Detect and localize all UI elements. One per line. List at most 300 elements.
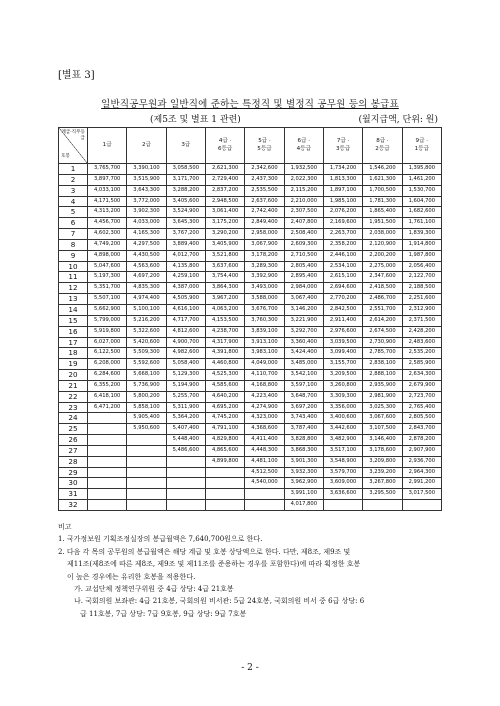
- step-number-cell: 20: [59, 370, 88, 381]
- salary-cell: 3,171,700: [166, 174, 205, 185]
- salary-cell: [88, 445, 127, 456]
- salary-cell: 2,621,300: [205, 164, 244, 175]
- salary-cell: 3,260,800: [323, 380, 362, 391]
- salary-cell: 3,025,300: [363, 402, 402, 413]
- salary-cell: 4,456,700: [88, 218, 127, 229]
- salary-cell: 1,461,200: [402, 174, 441, 185]
- salary-cell: 4,387,000: [166, 283, 205, 294]
- salary-cell: 2,609,300: [284, 239, 323, 250]
- salary-cell: 3,424,400: [284, 348, 323, 359]
- salary-cell: 4,223,400: [245, 391, 284, 402]
- salary-cell: 6,208,000: [88, 359, 127, 370]
- salary-cell: 3,482,900: [323, 435, 362, 446]
- salary-cell: 2,958,000: [245, 229, 284, 240]
- note-2-item-na-line-1: 나. 국회의원 보좌관: 4급 21호봉, 국회의원 비서관: 5급 24호봉, 국회의원 비서 중 6급 상당: 6: [74, 597, 365, 606]
- salary-cell: 3,289,300: [245, 261, 284, 272]
- salary-cell: [88, 500, 127, 511]
- salary-cell: [166, 456, 205, 467]
- salary-cell: 4,171,500: [88, 196, 127, 207]
- grade-header-cell: 2급: [127, 128, 166, 164]
- corner-step-label: 호봉: [61, 153, 70, 159]
- salary-cell: [127, 489, 166, 500]
- salary-cell: 3,405,900: [205, 239, 244, 250]
- salary-cell: 2,935,900: [363, 380, 402, 391]
- salary-cell: 4,525,300: [205, 370, 244, 381]
- salary-cell: 4,974,400: [127, 294, 166, 305]
- salary-cell: 3,648,700: [284, 391, 323, 402]
- salary-cell: 2,200,200: [363, 250, 402, 261]
- salary-cell: 1,604,700: [402, 196, 441, 207]
- salary-cell: 2,312,900: [402, 304, 441, 315]
- salary-cell: 1,621,300: [363, 174, 402, 185]
- salary-cell: 5,448,400: [166, 435, 205, 446]
- salary-cell: 4,812,600: [166, 326, 205, 337]
- salary-cell: 3,772,000: [127, 196, 166, 207]
- table-row: [59, 218, 442, 229]
- salary-cell: 2,371,500: [402, 315, 441, 326]
- salary-cell: 4,898,000: [88, 250, 127, 261]
- salary-cell: [88, 413, 127, 424]
- salary-cell: 2,785,700: [363, 348, 402, 359]
- salary-cell: [245, 489, 284, 500]
- step-number-cell: 23: [59, 402, 88, 413]
- salary-cell: 2,674,500: [363, 326, 402, 337]
- salary-cell: 3,017,500: [402, 489, 441, 500]
- salary-cell: 3,524,900: [166, 207, 205, 218]
- salary-cell: 5,662,900: [88, 304, 127, 315]
- table-row: [59, 315, 442, 326]
- step-number-cell: 31: [59, 489, 88, 500]
- salary-cell: 3,405,600: [166, 196, 205, 207]
- salary-cell: 2,634,300: [402, 370, 441, 381]
- salary-cell: 1,546,200: [363, 164, 402, 175]
- salary-cell: 3,636,600: [323, 489, 362, 500]
- step-number-cell: 11: [59, 272, 88, 283]
- salary-cell: 3,521,800: [205, 250, 244, 261]
- salary-cell: 3,493,000: [245, 283, 284, 294]
- salary-cell: 3,991,100: [284, 489, 323, 500]
- salary-cell: 5,058,400: [166, 359, 205, 370]
- salary-cell: 3,067,900: [245, 239, 284, 250]
- grade-header-cell: 9급 · 1등급: [402, 128, 441, 164]
- salary-cell: 4,017,800: [284, 500, 323, 511]
- salary-cell: 5,351,700: [88, 283, 127, 294]
- salary-cell: 4,317,900: [205, 337, 244, 348]
- salary-cell: 3,932,300: [284, 467, 323, 478]
- salary-cell: 2,076,200: [323, 207, 362, 218]
- salary-cell: 2,710,500: [284, 250, 323, 261]
- salary-cell: 3,239,200: [363, 467, 402, 478]
- salary-cell: 4,899,800: [205, 456, 244, 467]
- salary-cell: 3,515,900: [127, 174, 166, 185]
- salary-cell: 5,047,600: [88, 261, 127, 272]
- salary-cell: [127, 435, 166, 446]
- salary-cell: 3,309,300: [323, 391, 362, 402]
- salary-cell: 2,188,500: [402, 283, 441, 294]
- salary-cell: 1,395,800: [402, 164, 441, 175]
- step-number-cell: 13: [59, 294, 88, 305]
- salary-cell: 3,983,100: [245, 348, 284, 359]
- salary-cell: 4,238,700: [205, 326, 244, 337]
- salary-cell: 3,743,400: [284, 413, 323, 424]
- salary-cell: 4,391,800: [205, 348, 244, 359]
- table-row: [59, 250, 442, 261]
- salary-cell: 1,985,100: [323, 196, 362, 207]
- grade-header-cell: 8급 · 2등급: [363, 128, 402, 164]
- step-number-cell: 12: [59, 283, 88, 294]
- salary-cell: 5,507,100: [88, 294, 127, 305]
- salary-cell: [323, 500, 362, 511]
- salary-cell: [127, 500, 166, 511]
- salary-cell: 5,311,900: [166, 402, 205, 413]
- salary-cell: 6,355,200: [88, 380, 127, 391]
- page-subtitle: (제5조 및 별표 1 관련): [150, 115, 241, 125]
- salary-cell: 3,067,600: [363, 413, 402, 424]
- corner-header-cell: [59, 128, 88, 164]
- salary-cell: 3,697,200: [284, 402, 323, 413]
- salary-cell: [88, 456, 127, 467]
- unit-note: (월지급액, 단위: 원): [358, 115, 438, 125]
- salary-cell: 5,509,300: [127, 348, 166, 359]
- salary-cell: 3,676,700: [245, 304, 284, 315]
- salary-cell: 3,209,500: [323, 370, 362, 381]
- salary-cell: 4,865,600: [205, 445, 244, 456]
- salary-cell: 4,049,000: [245, 359, 284, 370]
- table-row: [59, 207, 442, 218]
- salary-cell: 2,984,000: [284, 283, 323, 294]
- table-row: [59, 272, 442, 283]
- salary-cell: [166, 467, 205, 478]
- salary-cell: 6,418,100: [88, 391, 127, 402]
- salary-cell: 2,534,100: [323, 261, 362, 272]
- table-body: [59, 164, 442, 511]
- salary-cell: 5,216,200: [127, 315, 166, 326]
- table-row: [59, 500, 442, 511]
- table-row: [59, 359, 442, 370]
- salary-cell: 3,962,900: [284, 478, 323, 489]
- salary-cell: 4,512,500: [245, 467, 284, 478]
- grade-header-cell: 4급 · 6등급: [205, 128, 244, 164]
- table-row: [59, 478, 442, 489]
- salary-cell: 4,745,200: [205, 413, 244, 424]
- salary-cell: 2,991,200: [402, 478, 441, 489]
- note-2-item-na-line-2: 급 11호봉, 7급 상당: 7급 9호봉, 9급 상당: 9급 7호봉: [80, 609, 247, 618]
- grade-header-cell: 3급: [166, 128, 205, 164]
- salary-cell: 3,588,000: [245, 294, 284, 305]
- salary-cell: 5,858,100: [127, 402, 166, 413]
- salary-cell: 1,839,300: [402, 229, 441, 240]
- step-number-cell: 6: [59, 218, 88, 229]
- table-row: [59, 164, 442, 175]
- salary-cell: 4,012,700: [166, 250, 205, 261]
- salary-cell: 2,936,700: [402, 456, 441, 467]
- salary-cell: 3,597,100: [284, 380, 323, 391]
- salary-cell: 2,843,700: [402, 424, 441, 435]
- salary-cell: 2,056,400: [402, 261, 441, 272]
- step-number-cell: 2: [59, 174, 88, 185]
- step-number-cell: 9: [59, 250, 88, 261]
- salary-cell: 6,027,000: [88, 337, 127, 348]
- salary-cell: 3,517,100: [323, 445, 362, 456]
- salary-cell: 1,781,300: [363, 196, 402, 207]
- salary-cell: 3,542,100: [284, 370, 323, 381]
- salary-cell: 6,471,200: [88, 402, 127, 413]
- salary-cell: 4,153,500: [205, 315, 244, 326]
- step-number-cell: 17: [59, 337, 88, 348]
- salary-cell: 3,155,700: [323, 359, 362, 370]
- table-row: [59, 196, 442, 207]
- step-number-cell: 16: [59, 326, 88, 337]
- table-header-row: [59, 128, 442, 164]
- salary-cell: 3,548,900: [323, 456, 362, 467]
- salary-cell: 4,460,800: [205, 359, 244, 370]
- salary-cell: 5,486,600: [166, 445, 205, 456]
- salary-cell: 1,987,800: [402, 250, 441, 261]
- salary-cell: 3,754,400: [205, 272, 244, 283]
- salary-cell: [402, 500, 441, 511]
- salary-cell: 2,614,200: [363, 315, 402, 326]
- salary-cell: 3,839,100: [245, 326, 284, 337]
- step-number-cell: 1: [59, 164, 88, 175]
- salary-cell: [88, 424, 127, 435]
- salary-cell: 2,428,200: [402, 326, 441, 337]
- grade-header-cell: 6급 · 4등급: [284, 128, 323, 164]
- salary-cell: [205, 489, 244, 500]
- salary-cell: 3,889,400: [166, 239, 205, 250]
- salary-cell: 2,275,000: [363, 261, 402, 272]
- salary-cell: 2,263,700: [323, 229, 362, 240]
- salary-cell: 4,430,500: [127, 250, 166, 261]
- salary-cell: 3,645,300: [166, 218, 205, 229]
- table-row: [59, 337, 442, 348]
- salary-cell: 3,061,400: [205, 207, 244, 218]
- salary-cell: 3,787,400: [284, 424, 323, 435]
- table-row: [59, 239, 442, 250]
- salary-cell: 3,221,900: [284, 315, 323, 326]
- step-number-cell: 28: [59, 456, 88, 467]
- salary-cell: 3,146,400: [363, 435, 402, 446]
- salary-cell: 3,902,300: [127, 207, 166, 218]
- salary-cell: 2,742,400: [245, 207, 284, 218]
- step-number-cell: 15: [59, 315, 88, 326]
- salary-cell: 3,643,300: [127, 185, 166, 196]
- salary-cell: 3,360,400: [284, 337, 323, 348]
- salary-cell: 2,948,500: [205, 196, 244, 207]
- page-title: 일반직공무원과 일반직에 준하는 특정직 및 별정직 공무원 등의 봉급표: [101, 99, 399, 110]
- table-row: [59, 489, 442, 500]
- salary-cell: 2,483,600: [402, 337, 441, 348]
- salary-cell: 2,342,600: [245, 164, 284, 175]
- salary-cell: 4,540,000: [245, 478, 284, 489]
- salary-cell: 2,022,300: [284, 174, 323, 185]
- salary-cell: 2,637,600: [245, 196, 284, 207]
- salary-cell: 2,551,700: [363, 304, 402, 315]
- salary-cell: 3,868,300: [284, 445, 323, 456]
- salary-cell: 4,110,700: [245, 370, 284, 381]
- salary-cell: 2,347,600: [363, 272, 402, 283]
- salary-cell: 2,907,900: [402, 445, 441, 456]
- salary-cell: 2,837,200: [205, 185, 244, 196]
- salary-cell: 5,919,800: [88, 326, 127, 337]
- step-number-cell: 24: [59, 413, 88, 424]
- salary-cell: [205, 467, 244, 478]
- table-row: [59, 391, 442, 402]
- salary-cell: [127, 456, 166, 467]
- salary-cell: 3,901,300: [284, 456, 323, 467]
- salary-cell: 3,864,300: [205, 283, 244, 294]
- salary-cell: 1,734,200: [323, 164, 362, 175]
- step-number-cell: 26: [59, 435, 88, 446]
- salary-cell: 3,267,800: [363, 478, 402, 489]
- salary-cell: 3,828,800: [284, 435, 323, 446]
- salary-cell: 1,932,500: [284, 164, 323, 175]
- salary-cell: 4,033,000: [127, 218, 166, 229]
- salary-cell: 4,411,400: [245, 435, 284, 446]
- salary-cell: 3,209,800: [363, 456, 402, 467]
- note-1: 1. 국가정보원 기획조정실장의 봉급월액은 7,640,700원으로 한다.: [58, 535, 263, 544]
- step-number-cell: 8: [59, 239, 88, 250]
- salary-cell: 4,602,300: [88, 229, 127, 240]
- salary-cell: 2,508,400: [284, 229, 323, 240]
- salary-cell: 5,592,600: [127, 359, 166, 370]
- salary-cell: 4,982,600: [166, 348, 205, 359]
- salary-cell: 3,175,200: [205, 218, 244, 229]
- table-row: [59, 456, 442, 467]
- salary-cell: [245, 500, 284, 511]
- salary-cell: 1,530,700: [402, 185, 441, 196]
- salary-cell: 5,197,300: [88, 272, 127, 283]
- salary-cell: 5,255,700: [166, 391, 205, 402]
- salary-cell: 4,323,000: [245, 413, 284, 424]
- step-number-cell: 29: [59, 467, 88, 478]
- salary-cell: 2,615,100: [323, 272, 362, 283]
- step-number-cell: 3: [59, 185, 88, 196]
- salary-cell: 2,895,400: [284, 272, 323, 283]
- salary-cell: [363, 500, 402, 511]
- step-number-cell: 30: [59, 478, 88, 489]
- salary-cell: 3,400,600: [323, 413, 362, 424]
- salary-cell: 5,194,900: [166, 380, 205, 391]
- salary-cell: [205, 478, 244, 489]
- salary-cell: 4,695,200: [205, 402, 244, 413]
- salary-cell: 1,682,600: [402, 207, 441, 218]
- salary-cell: 2,976,600: [323, 326, 362, 337]
- salary-cell: 2,770,200: [323, 294, 362, 305]
- salary-cell: [88, 489, 127, 500]
- salary-cell: 2,838,100: [363, 359, 402, 370]
- salary-cell: 5,322,600: [127, 326, 166, 337]
- salary-cell: 6,122,500: [88, 348, 127, 359]
- table-row: [59, 326, 442, 337]
- salary-cell: 2,585,900: [402, 359, 441, 370]
- salary-cell: 1,700,500: [363, 185, 402, 196]
- salary-cell: [166, 489, 205, 500]
- salary-cell: 3,767,200: [166, 229, 205, 240]
- step-number-cell: 14: [59, 304, 88, 315]
- salary-cell: 4,563,600: [127, 261, 166, 272]
- salary-cell: 3,067,400: [284, 294, 323, 305]
- step-number-cell: 7: [59, 229, 88, 240]
- note-2-item-ga: 가. 교섭단체 정책연구위원 중 4급 상당: 4급 21호봉: [74, 585, 234, 594]
- salary-cell: 2,878,200: [402, 435, 441, 446]
- step-number-cell: 4: [59, 196, 88, 207]
- step-number-cell: 21: [59, 380, 88, 391]
- table-row: [59, 174, 442, 185]
- salary-cell: 1,865,400: [363, 207, 402, 218]
- grade-header-cell: 5급 · 5등급: [245, 128, 284, 164]
- salary-cell: 5,800,200: [127, 391, 166, 402]
- salary-cell: 3,099,400: [323, 348, 362, 359]
- salary-cell: 4,829,800: [205, 435, 244, 446]
- step-number-cell: 32: [59, 500, 88, 511]
- salary-cell: 4,616,100: [166, 304, 205, 315]
- grade-header-cell: 1급: [88, 128, 127, 164]
- salary-cell: 2,535,500: [245, 185, 284, 196]
- table-row: [59, 294, 442, 305]
- salary-cell: [166, 500, 205, 511]
- salary-cell: 5,905,400: [127, 413, 166, 424]
- salary-cell: 5,100,100: [127, 304, 166, 315]
- salary-cell: 4,749,200: [88, 239, 127, 250]
- salary-cell: [88, 467, 127, 478]
- salary-cell: 3,290,200: [205, 229, 244, 240]
- table-row: [59, 229, 442, 240]
- salary-cell: 2,888,100: [363, 370, 402, 381]
- step-number-cell: 22: [59, 391, 88, 402]
- salary-cell: 4,368,600: [245, 424, 284, 435]
- salary-cell: 1,897,100: [323, 185, 362, 196]
- salary-cell: 2,694,600: [323, 283, 362, 294]
- salary-cell: 4,585,600: [205, 380, 244, 391]
- salary-cell: 4,640,200: [205, 391, 244, 402]
- salary-cell: 3,039,500: [323, 337, 362, 348]
- salary-cell: 4,274,900: [245, 402, 284, 413]
- salary-cell: 3,765,700: [88, 164, 127, 175]
- salary-cell: [205, 500, 244, 511]
- salary-cell: 2,842,500: [323, 304, 362, 315]
- salary-cell: [127, 467, 166, 478]
- salary-cell: 3,146,200: [284, 304, 323, 315]
- salary-cell: 5,420,600: [127, 337, 166, 348]
- step-number-cell: 25: [59, 424, 88, 435]
- salary-cell: 4,259,100: [166, 272, 205, 283]
- salary-cell: 4,297,500: [127, 239, 166, 250]
- salary-cell: 3,295,500: [363, 489, 402, 500]
- note-2-line-3: 이 높은 경우에는 유리한 호봉을 적용한다.: [67, 572, 196, 581]
- table-row: [59, 424, 442, 435]
- salary-cell: 2,805,400: [284, 261, 323, 272]
- table-row: [59, 413, 442, 424]
- salary-cell: 3,760,300: [245, 315, 284, 326]
- salary-cell: 4,900,700: [166, 337, 205, 348]
- salary-cell: 2,723,700: [402, 391, 441, 402]
- salary-cell: 3,913,100: [245, 337, 284, 348]
- salary-cell: 2,210,000: [284, 196, 323, 207]
- salary-cell: 5,407,400: [166, 424, 205, 435]
- salary-cell: [127, 478, 166, 489]
- note-2-line-2: 제11조(제8조에 따른 제8조, 제9조 및 제11조를 준용하는 경우를 포함한다)에 따라 획정한 호봉: [67, 560, 361, 569]
- step-number-cell: 18: [59, 348, 88, 359]
- salary-cell: 3,442,600: [323, 424, 362, 435]
- salary-cell: 2,358,200: [323, 239, 362, 250]
- salary-cell: 5,668,100: [127, 370, 166, 381]
- salary-cell: 3,356,000: [323, 402, 362, 413]
- salary-cell: 4,481,100: [245, 456, 284, 467]
- salary-cell: 2,169,600: [323, 218, 362, 229]
- salary-cell: 1,951,500: [363, 218, 402, 229]
- salary-cell: 4,063,200: [205, 304, 244, 315]
- salary-cell: 5,736,900: [127, 380, 166, 391]
